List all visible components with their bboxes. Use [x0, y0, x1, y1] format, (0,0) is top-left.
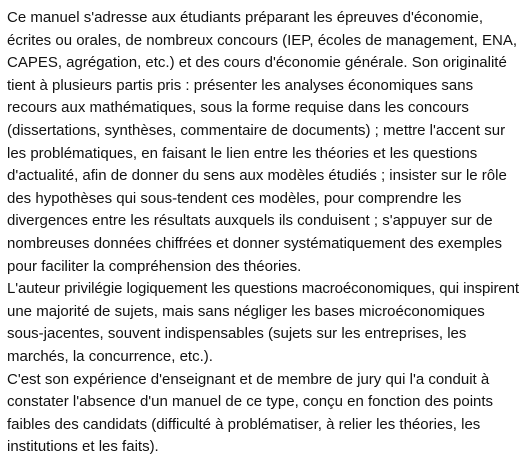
text-line: des hypothèses qui sous-tendent ces modèles, pour comprendre les: [7, 189, 462, 207]
paragraph-author-focus: [7, 278, 519, 368]
text-line: marchés, la concurrence, etc.).: [7, 347, 213, 365]
text-line: sous-jacentes, souvent indispensables (sujets sur les entreprises, les: [7, 325, 467, 343]
text-line: C'est son expérience d'enseignant et de membre de jury qui l'a conduit à: [7, 370, 490, 388]
text-line: constater l'absence d'un manuel de ce type, conçu en fonction des points: [7, 393, 494, 411]
paragraph-experience: [7, 369, 519, 459]
text-line: Ce manuel s'adresse aux étudiants préparant les épreuves d'économie,: [7, 9, 484, 26]
text-line: écrites ou orales, de nombreux concours (IEP, écoles de management, ENA,: [7, 31, 517, 49]
text-line: CAPES, agrégation, etc.) et des cours d'économie générale. Son originalité: [7, 54, 507, 72]
text-line: d'actualité, afin de donner du sens aux modèles étudiés ; insister sur le rôle: [7, 167, 507, 185]
text-line: nombreuses données chiffrées et donner systématiquement des exemples: [7, 234, 503, 252]
text-line: faibles des candidats (difficulté à problématiser, à relier les théories, les: [7, 415, 481, 433]
text-line: tient à plusieurs partis pris : présenter les analyses économiques sans: [7, 76, 474, 94]
text-line: recours aux mathématiques, sous la forme requise dans les concours: [7, 99, 469, 117]
document-body: [7, 7, 519, 459]
text-line: pour faciliter la compréhension des théories.: [7, 257, 302, 275]
text-line: divergences entre les résultats auxquels ils conduisent ; s'appuyer sur de: [7, 212, 493, 230]
text-line: une majorité de sujets, mais sans négliger les bases microéconomiques: [7, 302, 485, 320]
text-line: institutions et les faits).: [7, 438, 159, 456]
text-line: (dissertations, synthèses, commentaire de documents) ; mettre l'accent sur: [7, 121, 506, 139]
text-line: les problématiques, en faisant le lien entre les théories et les questions: [7, 144, 478, 162]
text-line: L'auteur privilégie logiquement les questions macroéconomiques, qui inspirent: [7, 280, 519, 298]
paragraph-intro: [7, 7, 519, 278]
